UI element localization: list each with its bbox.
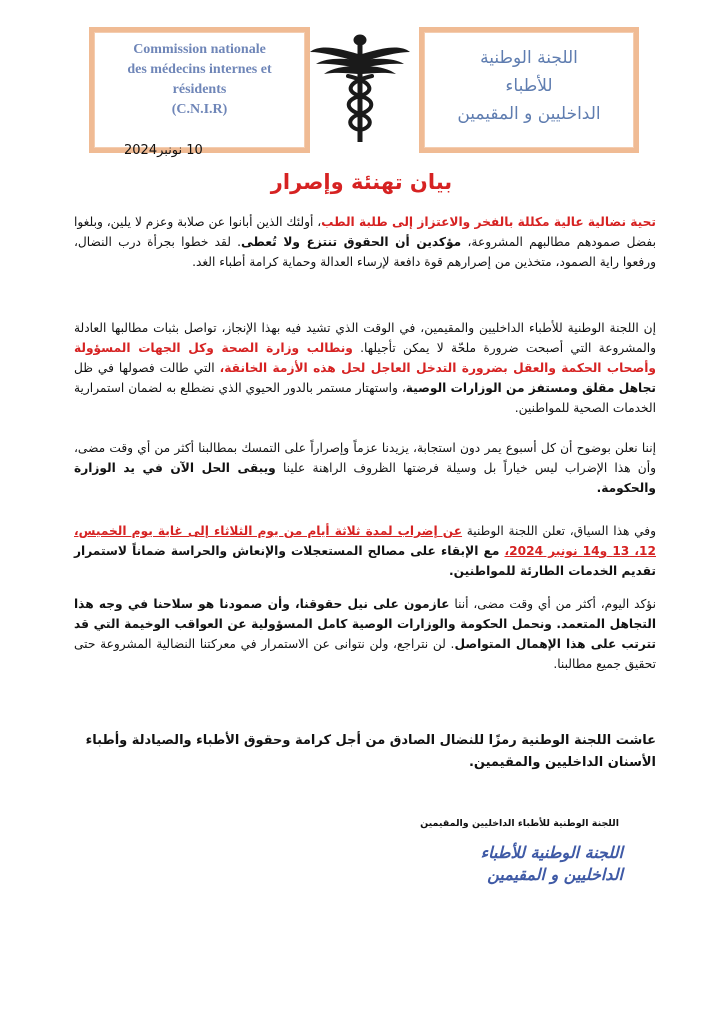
header-arabic-text (424, 44, 634, 128)
stamp-line: اللجنة الوطنية للأطباء (480, 843, 623, 862)
header-french-box (89, 27, 310, 153)
paragraph-3 (74, 438, 656, 498)
stamp-line: الداخليين و المقيمين (487, 865, 623, 884)
signature-stamp (463, 842, 623, 886)
p2-text-mid: التي طالت فصولها في ظل (74, 361, 220, 375)
p2-text-end: ، واستهتار مستمر بالدور الحيوي الذي نضطلع به لضمان استمرارية الخدمات الصحية للمواطنين. (74, 381, 656, 415)
p2-highlight: ونطالب وزارة الصحة وكل الجهات المسؤولة وأصحاب الحكمة والعقل بضرورة التدخل العاجل لحل هذه الأزمة الخانقة، (74, 341, 656, 375)
p5-bold: عازمون على نيل حقوقنا، وأن صمودنا هو سلاحنا في وجه هذا التجاهل المتعمد. ونحمل الحكومة والوزارات الوصية كامل المسؤولية عن العواقب الوخيمة التي قد تترتب على هذا الإهمال المتواصل (74, 597, 657, 651)
document-title: بيان تهنئة وإصرار (270, 170, 453, 194)
document-date: 10 نونبر2024 (124, 143, 203, 158)
p1-bold: مؤكدين أن الحقوق تنتزع ولا تُعطى (241, 235, 462, 249)
p2-text: إن اللجنة الوطنية للأطباء الداخليين والمقيمين، في الوقت الذي تشيد فيه بهذا الإنجاز، تواصل بثبات مطالبها العادلة والمشروعة التي أصبحت ضرورة ملحّة لا يمكن تأجيلها. (74, 321, 656, 355)
paragraph-2 (74, 318, 656, 418)
p1-text: ، أولئك الذين أبانوا عن صلابة وعزم لا يلين، وبلغوا بفضل صمودهم مطالبهم المشروعة، (74, 215, 656, 249)
ar-line: الداخليين و المقيمين (457, 104, 601, 124)
caduceus-icon (308, 30, 412, 145)
p2-bold: تجاهل مقلق ومستفز من الوزارات الوصية (405, 381, 656, 395)
fr-line: résidents (172, 82, 227, 97)
fr-line: des médecins internes et (127, 62, 272, 77)
header-french-text (94, 40, 305, 120)
p5-text-end: . لن نتراجع، ولن نتوانى عن الاستمرار في معركتنا النضالية المشروعة حتى تحقيق جميع مطالبنا. (74, 637, 656, 671)
ar-line: للأطباء (505, 76, 553, 96)
fr-line: Commission nationale (133, 42, 266, 57)
fr-line: (C.N.I.R) (171, 102, 228, 117)
p4-bold: مع الإبقاء على مصالح المستعجلات والإنعاش والحراسة ضماناً لاستمرار تقديم الخدمات الطارئة للمواطنين. (74, 544, 656, 578)
p4-text: وفي هذا السياق، تعلن اللجنة الوطنية (462, 524, 657, 538)
paragraph-5 (74, 594, 656, 674)
p1-text-end: . لقد خطوا بجرأة درب النضال، ورفعوا راية الصمود، متخذين من إصرارهم قوة دافعة لإرساء العدالة وحماية كرامة أطباء الغد. (74, 235, 656, 269)
paragraph-1 (74, 212, 656, 272)
p1-highlight: تحية نضالية عالية مكللة بالفخر والاعتزاز إلى طلبة الطب (321, 215, 656, 229)
paragraph-4 (74, 521, 656, 581)
signature-label: اللجنة الوطنية للأطباء الداخليين والمقيمين (420, 818, 619, 829)
p3-text: إننا نعلن بوضوح أن كل أسبوع يمر دون استجابة، يزيدنا عزماً وإصراراً على التمسك بمطالبنا أكثر من أي وقت مضى، وأن هذا الإضراب ليس خياراً بل وسيلة فرضتها الظروف الراهنة علينا (74, 441, 656, 475)
p5-text: نؤكد اليوم، أكثر من أي وقت مضى، أننا (449, 597, 656, 611)
closing-statement: عاشت اللجنة الوطنية رمزًا للنضال الصادق من أجل كرامة وحقوق الأطباء والصيادلة وأطباء الأسنان الداخليين والمقيمين. (85, 733, 656, 770)
header-arabic-box (419, 27, 639, 153)
ar-line: اللجنة الوطنية (480, 48, 578, 68)
p3-bold: ويبقى الحل الآن في يد الوزارة والحكومة. (74, 461, 656, 495)
p4-strike-dates: عن إضراب لمدة ثلاثة أيام من يوم الثلاثاء إلى غاية يوم الخميس، 12، 13 و14 نونبر 2024، (74, 524, 657, 558)
